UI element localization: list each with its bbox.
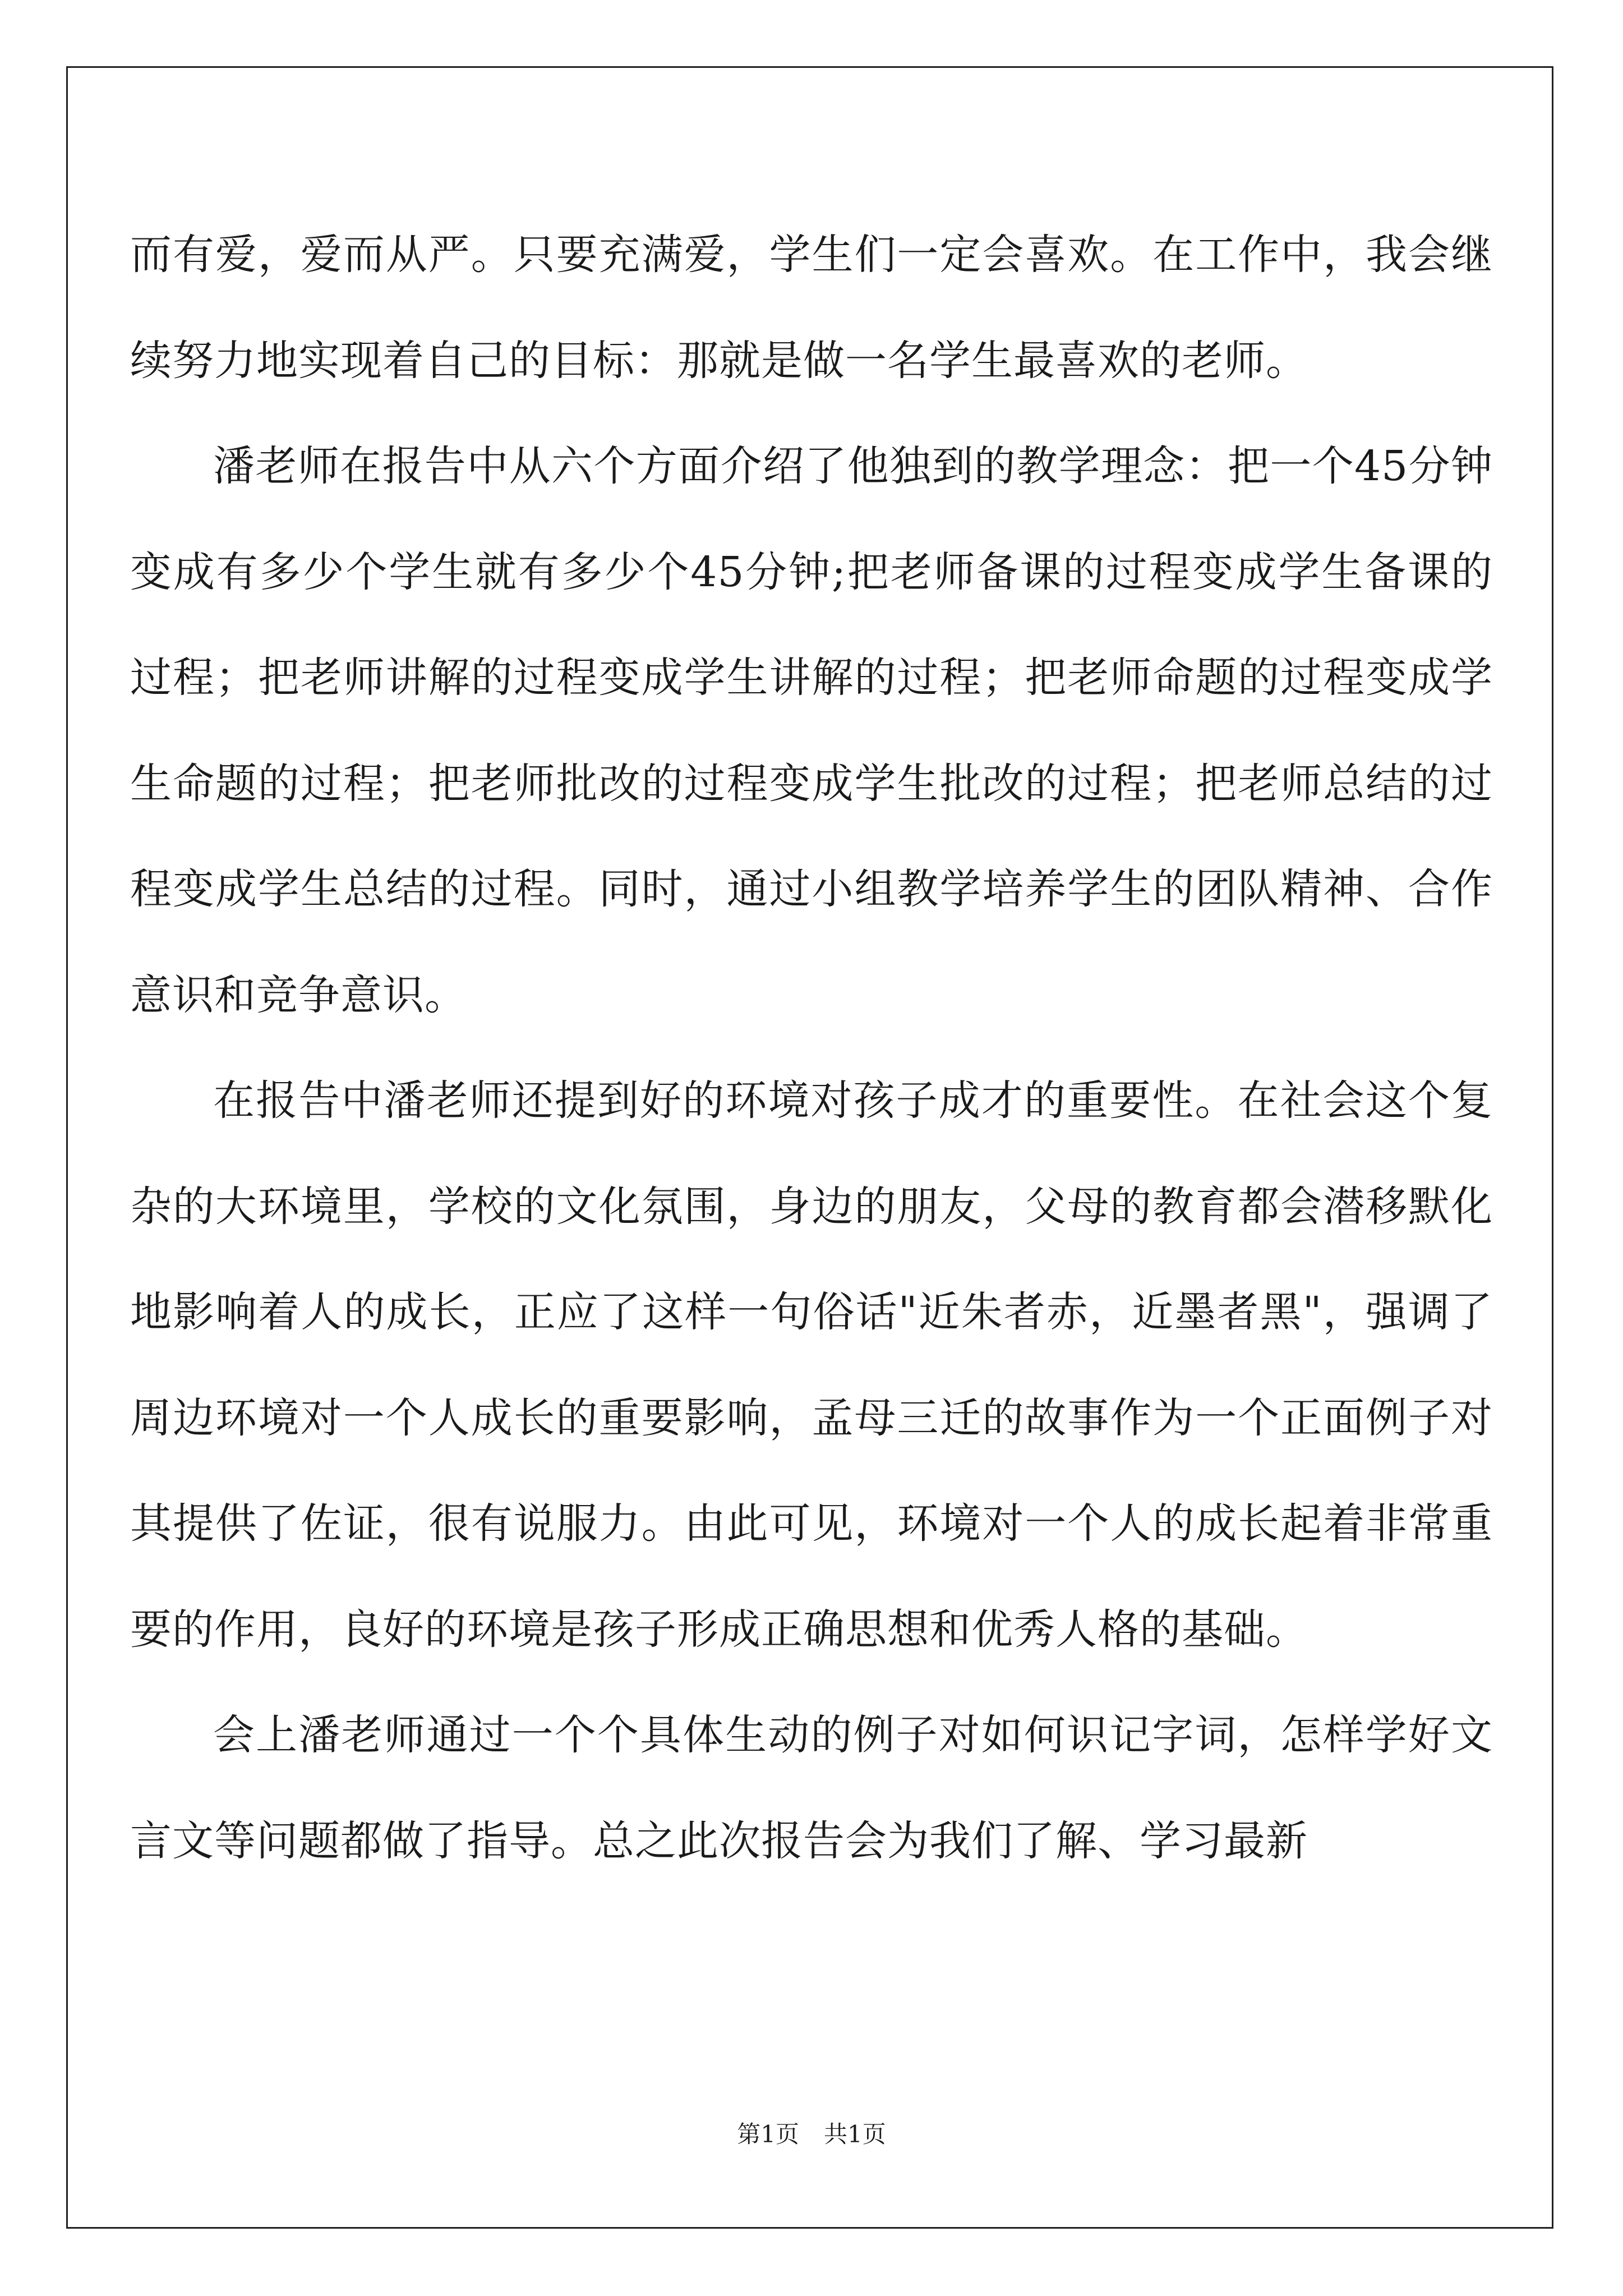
paragraph-4: 会上潘老师通过一个个具体生动的例子对如何识记字词，怎样学好文言文等问题都做了指导。总之此次报告会为我们了解、学习最新 [130, 1711, 1493, 1865]
document-body [130, 202, 1493, 1894]
paragraph-3: 在报告中潘老师还提到好的环境对孩子成才的重要性。在社会这个复杂的大环境里，学校的文化氛围，身边的朋友，父母的教育都会潜移默化地影响着人的成长，正应了这样一句俗话"近朱者赤，近墨者黑"，强调了周边环境对一个人成长的重要影响，孟母三迁的故事作为一个正面例子对其提供了佐证，很有说服力。由此可见，环境对一个人的成长起着非常重要的作用，良好的环境是孩子形成正确思想和优秀人格的基础。 [130, 1076, 1493, 1654]
page-footer [0, 2118, 1623, 2151]
page-total: 共1页 [824, 2120, 886, 2148]
paragraph-2: 潘老师在报告中从六个方面介绍了他独到的教学理念：把一个45分钟变成有多少个学生就有多少个45分钟;把老师备课的过程变成学生备课的过程；把老师讲解的过程变成学生讲解的过程；把老师命题的过程变成学生命题的过程；把老师批改的过程变成学生批改的过程；把老师总结的过程变成学生总结的过程。同时，通过小组教学培养学生的团队精神、合作意识和竞争意识。 [130, 442, 1493, 1019]
page-number: 第1页 [737, 2120, 799, 2148]
paragraph-1: 而有爱，爱而从严。只要充满爱，学生们一定会喜欢。在工作中，我会继续努力地实现着自己的目标：那就是做一名学生最喜欢的老师。 [130, 231, 1493, 385]
